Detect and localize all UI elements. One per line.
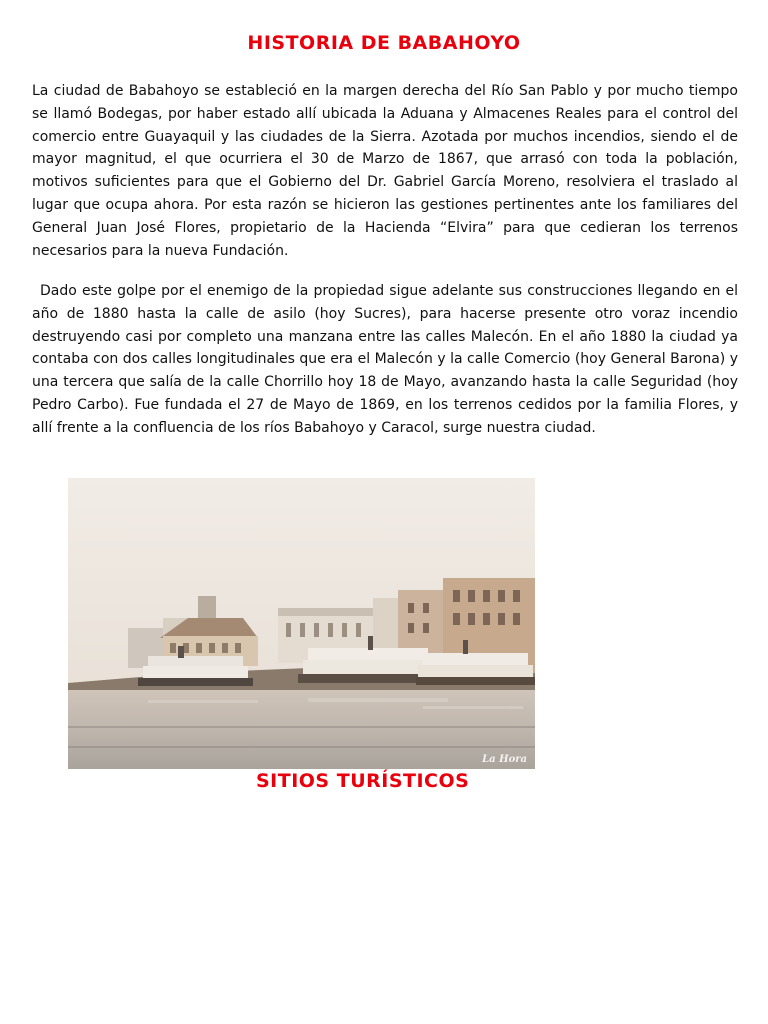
page-title: HISTORIA DE BABAHOYO <box>247 32 521 54</box>
history-paragraph-2: Dado este golpe por el enemigo de la propiedad sigue adelante sus construcciones llegando en el año de 1880 hasta la calle de asilo (hoy Sucres), para hacerse presente otro voraz incendio destruyendo casi por completo una manzana entre las calles Malecón. En el año 1880 la ciudad ya contaba con dos calles longitudinales que era el Malecón y la calle Comercio (hoy General Barona) y una tercera que salía de la calle Chorrillo hoy 18 de Mayo, avanzando hasta la calle Seguridad (hoy Pedro Carbo). Fue fundada el 27 de Mayo de 1869, en los terrenos cedidos por la familia Flores, y allí frente a la confluencia de los ríos Babahoyo y Caracol, surge nuestra ciudad. <box>32 283 738 436</box>
historic-riverfront-photo <box>68 478 535 769</box>
history-paragraph-1: La ciudad de Babahoyo se estableció en la margen derecha del Río San Pablo y por mucho tiempo se llamó Bodegas, por haber estado allí ubicada la Aduana y Almacenes Reales para el control del comercio entre Guayaquil y las ciudades de la Sierra. Azotada por muchos incendios, siendo el de mayor magnitud, el que ocurriera el 30 de Marzo de 1867, que arrasó con toda la población, motivos suficientes para que el Gobierno del Dr. Gabriel García Moreno, resolviera el traslado al lugar que ocupa ahora. Por esta razón se hicieron las gestiones pertinentes ante los familiares del General Juan José Flores, propietario de la Hacienda “Elvira” para que cedieran los terrenos necesarios para la nueva Fundación. <box>32 83 738 259</box>
photo-watermark: La Hora <box>482 754 527 765</box>
section-subtitle: SITIOS TURÍSTICOS <box>256 770 470 792</box>
